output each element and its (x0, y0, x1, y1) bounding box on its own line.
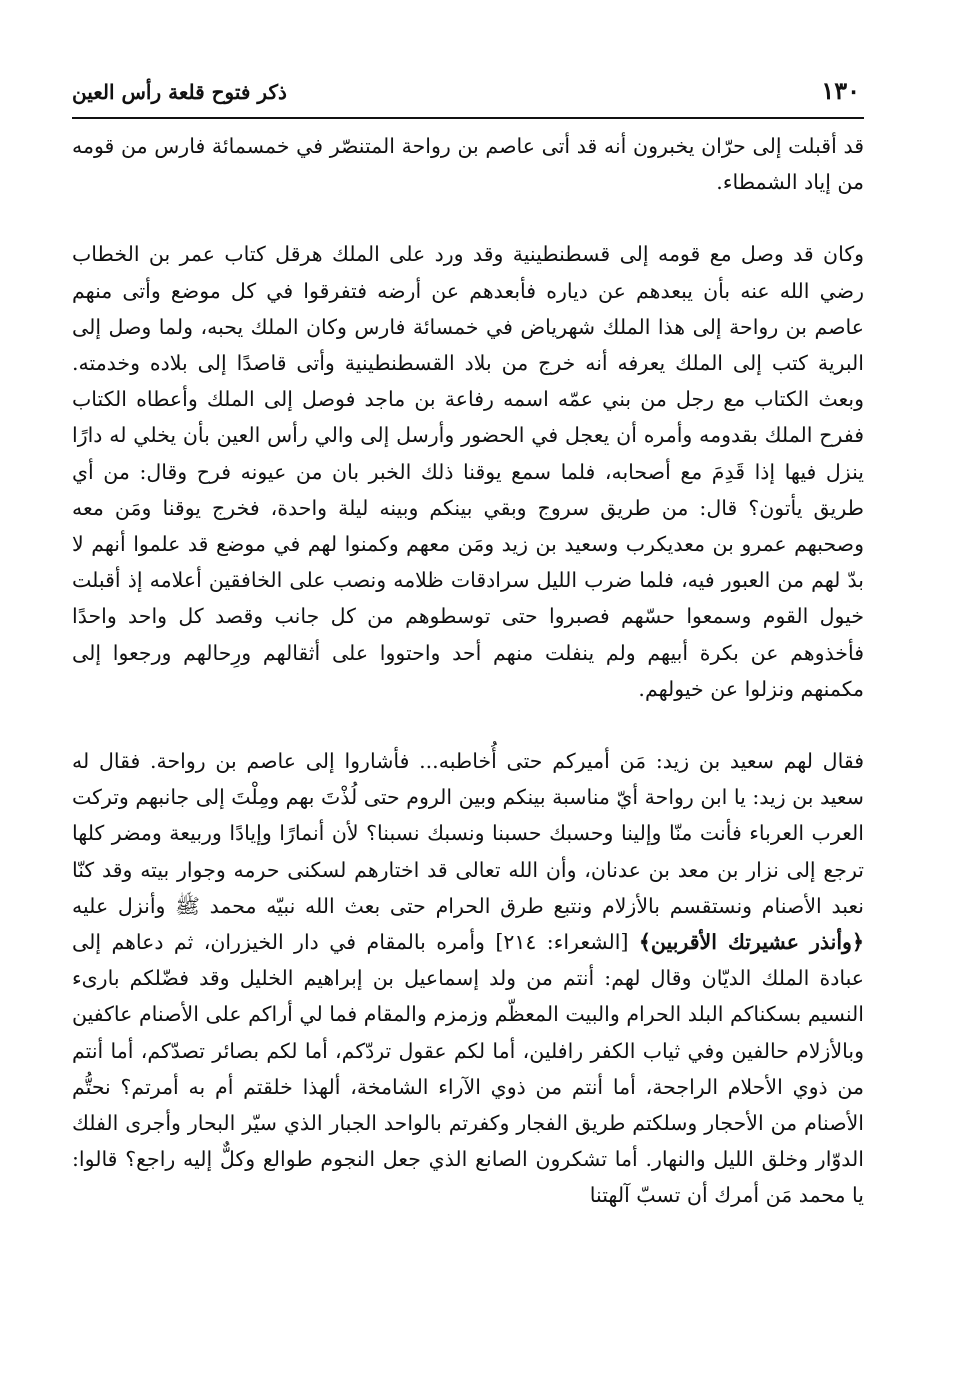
page-number: ١٣٠ (821, 76, 860, 105)
paragraph-3 (72, 743, 864, 1214)
quran-verse: ﴿وأنذر عشيرتك الأقربين﴾ (638, 930, 864, 955)
paragraph-1: قد أقبلت إلى حرّان يخبرون أنه قد أتى عاصم بن رواحة المتنصّر في خمسمائة فارس من قومه من إياد الشمطاء. (72, 134, 864, 195)
body-text (72, 128, 864, 1214)
page-header (72, 72, 864, 112)
paragraph-3-after-verse: [الشعراء: ٢١٤] وأمره بالمقام في دار الخيزران، ثم دعاهم إلى عبادة الملك الديّان وقال لهم: أنتم من ولد إسماعيل بن إبراهيم الخليل وقد فضّلكم بارىء النسيم بسكناكم البلد الحرام والبيت المعظّم وزمزم والمقام فما لي أراكم على الأصنام عاكفين وبالأزلام حالفين وفي ثياب الكفر رافلين، أما لكم عقول تردّكم، أما لكم بصائر تصدّكم، أما أنتم من ذوي الأحلام الراجحة، أما أنتم من ذوي الآراء الشامخة، ألهذا خلقتم أم به أمرتم؟ نحتُّم الأصنام من الأحجار وسلكتم طريق الفجار وكفرتم بالواحد الجبار الذي سيّر البحار وأجرى الفلك الدوّار وخلق الليل والنهار. أما تشكرون الصانع الذي جعل النجوم طوالع وكلٌّ إليه راجع؟ قالوا: يا محمد مَن أمرك أن تسبّ آلهتنا (72, 930, 864, 1208)
paragraph-2: وكان قد وصل مع قومه إلى قسطنطينية وقد ورد على الملك هرقل كتاب عمر بن الخطاب رضي الله عنه بأن يبعدهم عن دياره فأبعدهم عن أرضه فتفرقوا في كل موضع وأتى منهم عاصم بن رواحة إلى هذا الملك شهرياض في خمسائة فارس وكان الملك يحبه، ولما وصل إلى البرية كتب إلى الملك يعرفه أنه خرج من بلاد القسطنطينية وأتى قاصدًا إلى بلاده وخدمته. وبعث الكتاب مع رجل من بني عمّه اسمه رفاعة بن ماجد فوصل إلى الملك وأعطاه الكتاب ففرح الملك بقدومه وأمره أن يعجل في الحضور وأرسل إلى والي رأس العين بأن يخلي له دارًا ينزل فيها إذا قَدِمَ مع أصحابه، فلما سمع يوقنا ذلك الخبر بان من عيونه فرح وقال: من أي طريق يأتون؟ قال: من طريق سروج وبقي بينكم وبينه ليلة واحدة، فخرج يوقنا ومَن معه وصحبهم عمرو بن معديكرب وسعيد بن زيد ومَن معهم وكمنوا لهم في موضع قد علموا أنهم لا بدّ لهم من العبور فيه، فلما ضرب الليل سرادقات ظلامه ونصب على الخافقين أعلامه إذ أقبلت خيول القوم وسمعوا حسّهم فصبروا حتى توسطوهم من كل جانب وقصد كل واحد واحدًا فأخذوهم عن بكرة أبيهم ولم ينفلت منهم أحد واحتووا على أثقالهم ورِحالهم ورجعوا إلى مكمنهم ونزلوا عن خيولهم. (72, 242, 864, 701)
running-title: ذكر فتوح قلعة رأس العين (72, 80, 287, 104)
paragraph-3-before-verse: فقال لهم سعيد بن زيد: مَن أميركم حتى أُخاطبه... فأشاروا إلى عاصم بن رواحة. فقال له سعيد بن زيد: يا ابن رواحة أيّ مناسبة بينكم وبين الروم حتى لُذْتَ بهم ومِلْتَ إلى جانبهم وتركت العرب العرباء فأنت منّا وإلينا وحسبك حسبنا ونسبك نسبنا؟ لأن أنمارًا وإيادًا وربيعة ومضر كلها ترجع إلى نزار بن معد بن عدنان، وأن الله تعالى قد اختارهم لسكنى حرمه وجوار بيته وقد كنّا نعبد الأصنام ونستقسم بالأزلام ونتبع طرق الحرام حتى بعث الله نبيّه محمد ﷺ وأنزل عليه (72, 749, 864, 918)
header-divider (72, 117, 864, 119)
